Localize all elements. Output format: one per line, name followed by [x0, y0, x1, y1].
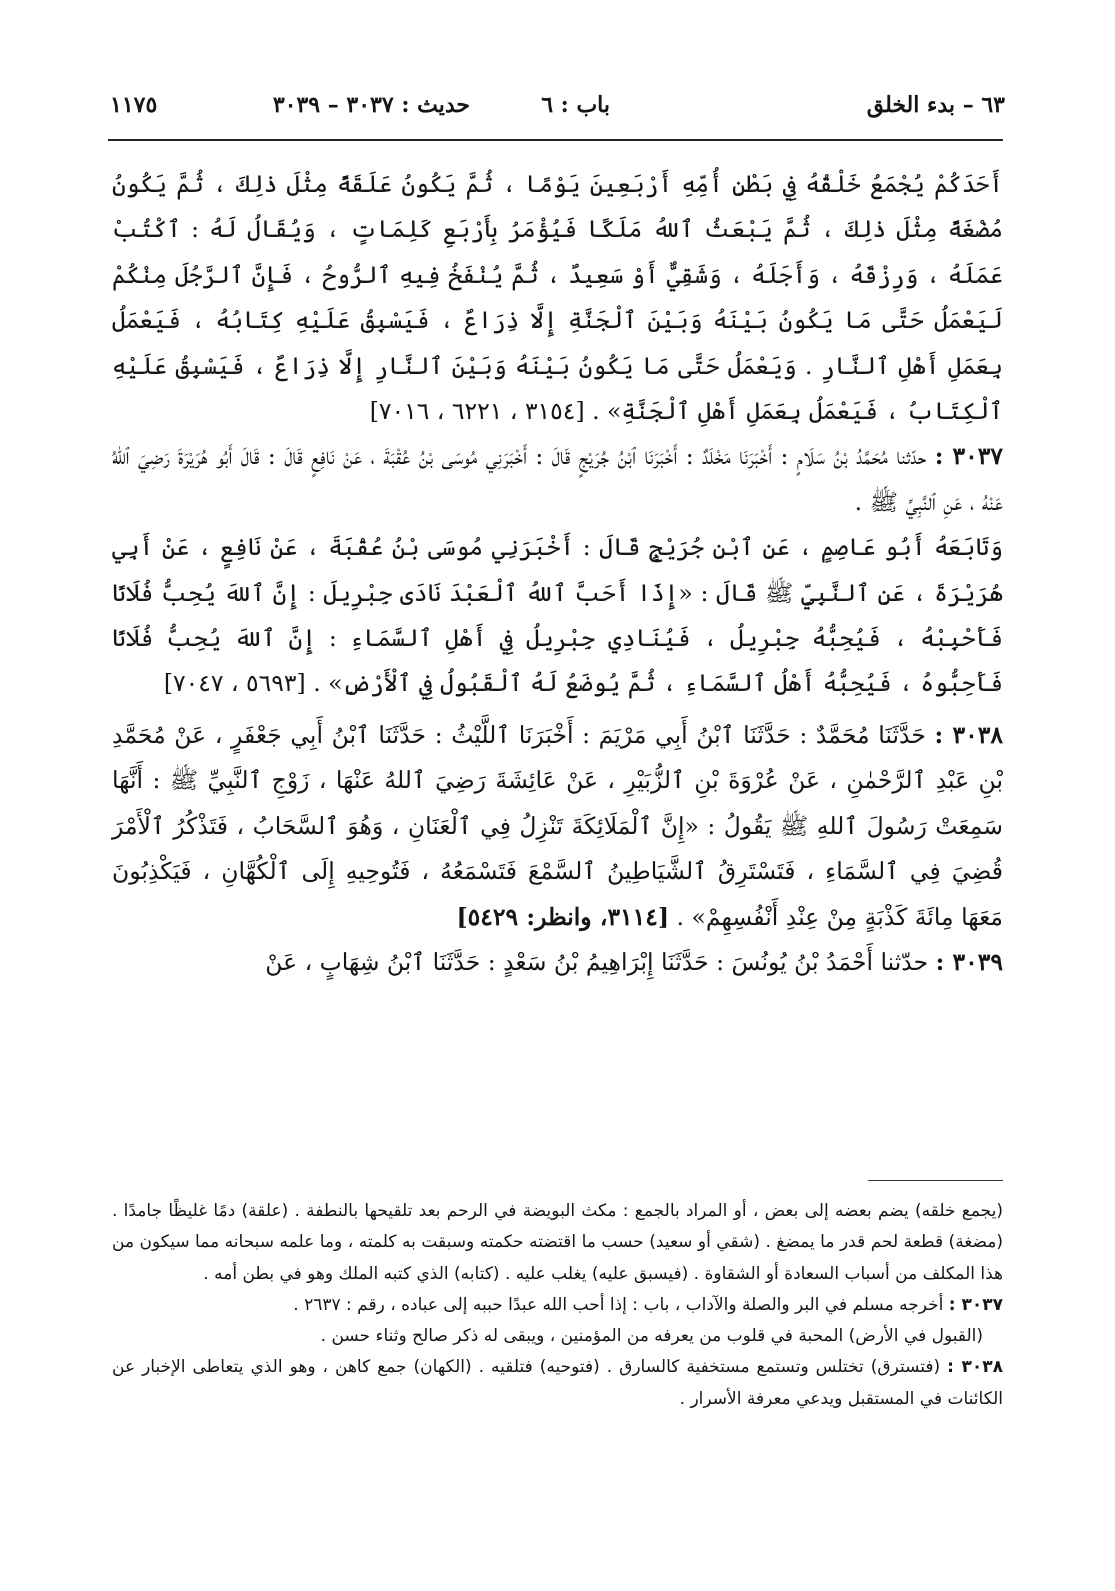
footnote-3037 [112, 1290, 1003, 1321]
hadith-text: وَتَابَعَهُ أَبُو عَاصِمٍ ، عَنِ ٱبْنِ جُرَيْجٍ قَالَ : أَخْبَرَنِي مُوسَى بْنُ عُقْبَةَ ، عَنْ نَافِعٍ ، عَنْ أَبِي هُرَيْرَةَ ، عَنِ ٱلنَّبِيِّ ﷺ قَالَ : «إِذَا أَحَبَّ ٱللهُ ٱلْعَبْدَ نَادَى جِبْرِيلَ : إِنَّ ٱللهَ يُحِبُّ فُلَانًا فَأَحْبِبْهُ ، فَيُحِبُّهُ جِبْرِيلُ ، فَيُنَادِي جِبْرِيلُ فِي أَهْلِ ٱلسَّمَاءِ : إِنَّ ٱللهَ يُحِبُّ فُلَانًا فَأَحِبُّوهُ ، فَيُحِبُّهُ أَهْلُ ٱلسَّمَاءِ ، ثُمَّ يُوضَعُ لَهُ ٱلْقَبُولُ فِي ٱلْأَرْضِ» . [112, 533, 1003, 698]
hadith-3037-mutabaa [112, 525, 1003, 707]
footnote-number: ٣٠٣٨ : [947, 1357, 1003, 1378]
footnote-3037-gloss: (القبول في الأرض) المحبة في قلوب من يعرفه من المؤمنين ، ويبقى له ذكر صالح وثناء حسن . [320, 1326, 983, 1347]
hadith-number: ٣٠٣٨ : [934, 720, 1003, 749]
hadith-range: حديث : ٣٠٣٧ – ٣٠٣٩ [272, 92, 470, 118]
bab-label: باب : ٦ [541, 92, 610, 118]
footnote-text: (فتسترق) تختلس وتستمع مستخفية كالسارق . (فتوحيه) فتلقيه . (الكهان) جمع كاهن ، وهو الذي يتعاطى الإخبار عن الكائنات في المستقبل ويدعي معرفة الأسرار . [112, 1357, 1003, 1409]
hadith-3038 [112, 713, 1003, 940]
running-header [110, 92, 1005, 132]
hadith-number: ٣٠٣٧ : [934, 442, 1003, 471]
hadith-text: أَحَدَكُمْ يُجْمَعُ خَلْقُهُ فِي بَطْنِ أُمِّهِ أَرْبَعِينَ يَوْمًا ، ثُمَّ يَكُونُ عَلَقَةً مِثْلَ ذٰلِكَ ، ثُمَّ يَكُونُ مُضْغَةً مِثْلَ ذٰلِكَ ، ثُمَّ يَبْعَثُ ٱللهُ مَلَكًا فَيُؤْمَرُ بِأَرْبَعِ كَلِمَاتٍ ، وَيُقَالُ لَهُ : ٱكْتُبْ عَمَلَهُ ، وَرِزْقَهُ ، وَأَجَلَهُ ، وَشَقِيٌّ أَوْ سَعِيدٌ ، ثُمَّ يُنْفَخُ فِيهِ ٱلرُّوحُ ، فَإِنَّ ٱلرَّجُلَ مِنْكُمْ لَيَعْمَلُ حَتَّى مَا يَكُونُ بَيْنَهُ وَبَيْنَ ٱلْجَنَّةِ إِلَّا ذِرَاعٌ ، فَيَسْبِقُ عَلَيْهِ كِتَابُهُ ، فَيَعْمَلُ بِعَمَلِ أَهْلِ ٱلنَّارِ . وَيَعْمَلُ حَتَّى مَا يَكُونُ بَيْنَهُ وَبَيْنَ ٱلنَّارِ إِلَّا ذِرَاعٌ ، فَيَسْبِقُ عَلَيْهِ ٱلْكِتَابُ ، فَيَعْمَلُ بِعَمَلِ أَهْلِ ٱلْجَنَّةِ» . [112, 170, 1003, 426]
cross-references: [٣١٥٤ ، ٦٢٢١ ، ٧٠١٦] [369, 397, 585, 426]
footnote-glossary: (يجمع خلقه) يضم بعضه إلى بعض ، أو المراد بالجمع : مكث البويضة في الرحم بعد تلقيحها بالنطفة . (علقة) دمًا غليظًا جامدًا . (مضغة) قطعة لحم قدر ما يمضغ . (شقي أو سعيد) حسب ما اقتضته حكمته وسبقت به كلمته ، وما علمه سبحانه مما سيكون من هذا المكلف من أسباب السعادة أو الشقاوة . (فيسبق عليه) يغلب عليه . (كتابه) الذي كتبه الملك وهو في بطن أمه . [112, 1201, 1003, 1284]
hadith-3039 [112, 940, 1003, 985]
header-divider [108, 139, 1003, 141]
cross-references: [٣١١٤، وانظر: ٥٤٢٩] [456, 902, 670, 931]
footnote-text: أخرجه مسلم في البر والصلة والآداب ، باب : إذا أحب الله عبدًا حببه إلى عباده ، رقم : ٢٦٣٧ . [293, 1294, 944, 1315]
hadith-text: حَدَّثَنَا مُحَمَّدٌ : حَدَّثَنَا ٱبْنُ أَبِي مَرْيَمَ : أَخْبَرَنَا ٱللَّيْثُ : حَدَّثَنَا ٱبْنُ أَبِي جَعْفَرٍ ، عَنْ مُحَمَّدِ بْنِ عَبْدِ ٱلرَّحْمٰنِ ، عَنْ عُرْوَةَ بْنِ ٱلزُّبَيْرِ ، عَنْ عَائِشَةَ رَضِيَ ٱللهُ عَنْهَا ، زَوْجِ ٱلنَّبِيِّ ﷺ : أَنَّهَا سَمِعَتْ رَسُولَ ٱللهِ ﷺ يَقُولُ : «إِنَّ ٱلْمَلَائِكَةَ تَنْزِلُ فِي ٱلْعَنَانِ ، وَهُوَ ٱلسَّحَابُ ، فَتَذْكُرُ ٱلْأَمْرَ قُضِيَ فِي ٱلسَّمَاءِ ، فَتَسْتَرِقُ ٱلشَّيَاطِينُ ٱلسَّمْعَ فَتَسْمَعُهُ ، فَتُوحِيهِ إِلَى ٱلْكُهَّانِ ، فَيَكْذِبُونَ مَعَهَا مِائَةَ كَذْبَةٍ مِنْ عِنْدِ أَنْفُسِهِمْ» . [112, 720, 1003, 931]
footnote-divider [868, 1180, 1003, 1181]
hadith-isnad: حدّثنا مُحَمَّدُ بْنُ سَلَامٍ : أَخْبَرَنَا مَخْلَدٌ : أَخْبَرَنَا ٱبْنُ جُرَيْجٍ قَالَ : أَخْبَرَنِي مُوسَى بْنُ عُقْبَةَ ، عَنْ نَافِعٍ قَالَ : قَالَ أَبُو هُرَيْرَةَ رَضِيَ ٱللهُ عَنْهُ ، عَنِ ٱلنَّبِيِّ ﷺ . [112, 442, 1003, 516]
main-text [112, 162, 1003, 985]
page-number: ١١٧٥ [110, 92, 158, 118]
hadith-number: ٣٠٣٩ : [935, 947, 1003, 976]
hadith-3036-continuation [112, 162, 1003, 434]
hadith-isnad: حدّثنا أَحْمَدُ بْنُ يُونُسَ : حَدَّثَنَا إِبْرَاهِيمُ بْنُ سَعْدٍ : حَدَّثَنَا ٱبْنُ شِهَابٍ ، عَنْ [265, 947, 929, 976]
footnotes [112, 1196, 1003, 1415]
chapter-title: ٦٣ – بدء الخلق [866, 92, 1005, 118]
hadith-3037 [112, 434, 1003, 525]
cross-references: [٥٦٩٣ ، ٧٠٤٧] [163, 669, 306, 698]
footnote-number: ٣٠٣٧ : [948, 1294, 1003, 1315]
footnote-3038 [112, 1352, 1003, 1415]
